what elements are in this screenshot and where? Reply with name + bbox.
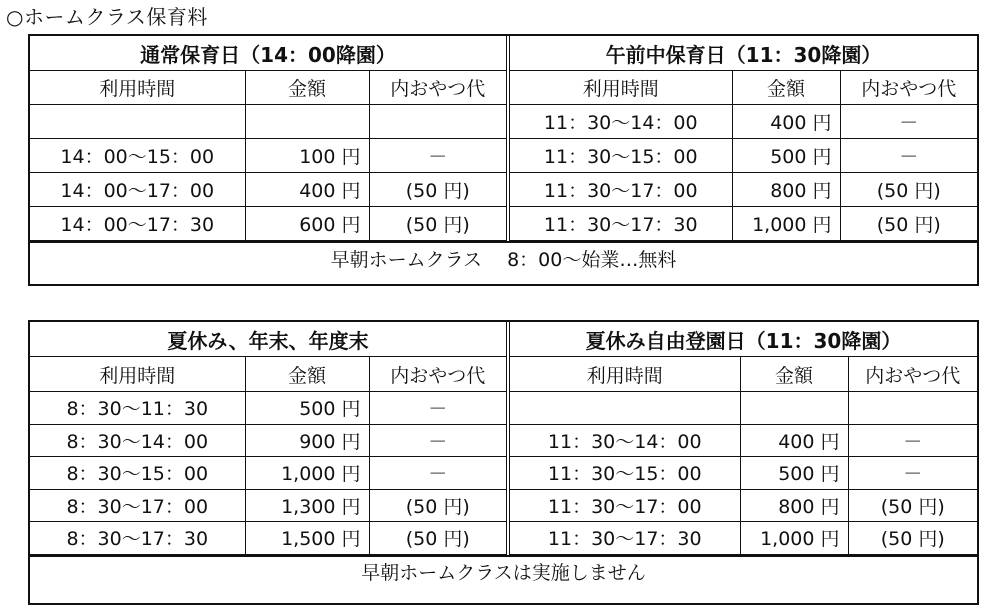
- morning-day-table: [510, 36, 977, 241]
- snack-cell: －: [369, 424, 506, 457]
- table-row: [510, 489, 977, 522]
- time-cell: [30, 105, 245, 139]
- time-cell: 14：00〜17：00: [30, 173, 245, 207]
- snack-cell: (50 円): [369, 522, 506, 555]
- snack-cell: (50 円): [840, 207, 977, 241]
- time-cell: 8：30〜17：00: [30, 489, 245, 522]
- snack-cell: －: [848, 457, 977, 490]
- amount-cell: 400 円: [740, 424, 848, 457]
- time-cell: 11：30〜15：00: [510, 457, 740, 490]
- column-header-time: 利用時間: [30, 357, 245, 392]
- time-cell: 14：00〜15：00: [30, 139, 245, 173]
- snack-cell: [369, 105, 506, 139]
- amount-cell: 500 円: [732, 139, 840, 173]
- snack-cell: (50 円): [848, 489, 977, 522]
- table-row: [30, 392, 506, 425]
- table-row: [30, 457, 506, 490]
- table-heading: 夏休み、年末、年度末: [30, 322, 506, 357]
- time-cell: 8：30〜15：00: [30, 457, 245, 490]
- time-cell: 11：30〜17：30: [510, 207, 732, 241]
- table-row: [510, 457, 977, 490]
- time-cell: [510, 392, 740, 425]
- table-row: [510, 522, 977, 555]
- snack-cell: －: [369, 392, 506, 425]
- amount-cell: 900 円: [245, 424, 369, 457]
- time-cell: 8：30〜11：30: [30, 392, 245, 425]
- amount-cell: 100 円: [245, 139, 369, 173]
- table-heading: 午前中保育日（11：30降園）: [510, 36, 977, 71]
- table-row: [510, 207, 977, 241]
- time-cell: 11：30〜14：00: [510, 105, 732, 139]
- amount-cell: [740, 392, 848, 425]
- snack-cell: (50 円): [369, 173, 506, 207]
- table-row: [30, 139, 506, 173]
- time-cell: 8：30〜17：30: [30, 522, 245, 555]
- summer-free-day-table: [510, 322, 977, 555]
- column-header-snack: 内おやつ代: [840, 71, 977, 105]
- column-header-time: 利用時間: [510, 357, 740, 392]
- table-row: [510, 139, 977, 173]
- holiday-table: [30, 322, 510, 555]
- fee-block-regular: [28, 34, 979, 286]
- time-cell: 11：30〜17：00: [510, 173, 732, 207]
- column-header-time: 利用時間: [510, 71, 732, 105]
- snack-cell: －: [848, 424, 977, 457]
- time-cell: 14：00〜17：30: [30, 207, 245, 241]
- snack-cell: (50 円): [840, 173, 977, 207]
- regular-day-table: [30, 36, 510, 241]
- time-cell: 11：30〜17：00: [510, 489, 740, 522]
- amount-cell: 1,000 円: [245, 457, 369, 490]
- snack-cell: －: [840, 105, 977, 139]
- amount-cell: 500 円: [740, 457, 848, 490]
- amount-cell: 1,000 円: [740, 522, 848, 555]
- amount-cell: 400 円: [732, 105, 840, 139]
- snack-cell: [848, 392, 977, 425]
- table-row: [510, 173, 977, 207]
- table-row: [510, 392, 977, 425]
- column-header-snack: 内おやつ代: [369, 71, 506, 105]
- table-row: [30, 105, 506, 139]
- amount-cell: 1,500 円: [245, 522, 369, 555]
- time-cell: 8：30〜14：00: [30, 424, 245, 457]
- amount-cell: 800 円: [732, 173, 840, 207]
- table-row: [30, 207, 506, 241]
- table-row: [30, 522, 506, 555]
- table-row: [510, 424, 977, 457]
- time-cell: 11：30〜14：00: [510, 424, 740, 457]
- snack-cell: －: [369, 139, 506, 173]
- column-header-amount: 金額: [245, 357, 369, 392]
- snack-cell: －: [369, 457, 506, 490]
- no-early-morning-note: 早朝ホームクラスは実施しません: [30, 555, 977, 589]
- snack-cell: －: [840, 139, 977, 173]
- column-header-time: 利用時間: [30, 71, 245, 105]
- amount-cell: [245, 105, 369, 139]
- amount-cell: 1,300 円: [245, 489, 369, 522]
- time-cell: 11：30〜17：30: [510, 522, 740, 555]
- snack-cell: (50 円): [848, 522, 977, 555]
- snack-cell: (50 円): [369, 207, 506, 241]
- table-heading: 夏休み自由登園日（11：30降園）: [510, 322, 977, 357]
- amount-cell: 500 円: [245, 392, 369, 425]
- early-morning-note: 早朝ホームクラス 8：00〜始業…無料: [30, 241, 977, 278]
- snack-cell: (50 円): [369, 489, 506, 522]
- table-row: [510, 105, 977, 139]
- table-heading: 通常保育日（14：00降園）: [30, 36, 506, 71]
- column-header-amount: 金額: [732, 71, 840, 105]
- page-title: ○ホームクラス保育料: [6, 5, 208, 29]
- amount-cell: 400 円: [245, 173, 369, 207]
- fee-block-holiday: [28, 320, 979, 605]
- amount-cell: 600 円: [245, 207, 369, 241]
- amount-cell: 800 円: [740, 489, 848, 522]
- table-row: [30, 424, 506, 457]
- table-row: [30, 489, 506, 522]
- column-header-snack: 内おやつ代: [369, 357, 506, 392]
- column-header-amount: 金額: [245, 71, 369, 105]
- time-cell: 11：30〜15：00: [510, 139, 732, 173]
- column-header-amount: 金額: [740, 357, 848, 392]
- amount-cell: 1,000 円: [732, 207, 840, 241]
- table-row: [30, 173, 506, 207]
- column-header-snack: 内おやつ代: [848, 357, 977, 392]
